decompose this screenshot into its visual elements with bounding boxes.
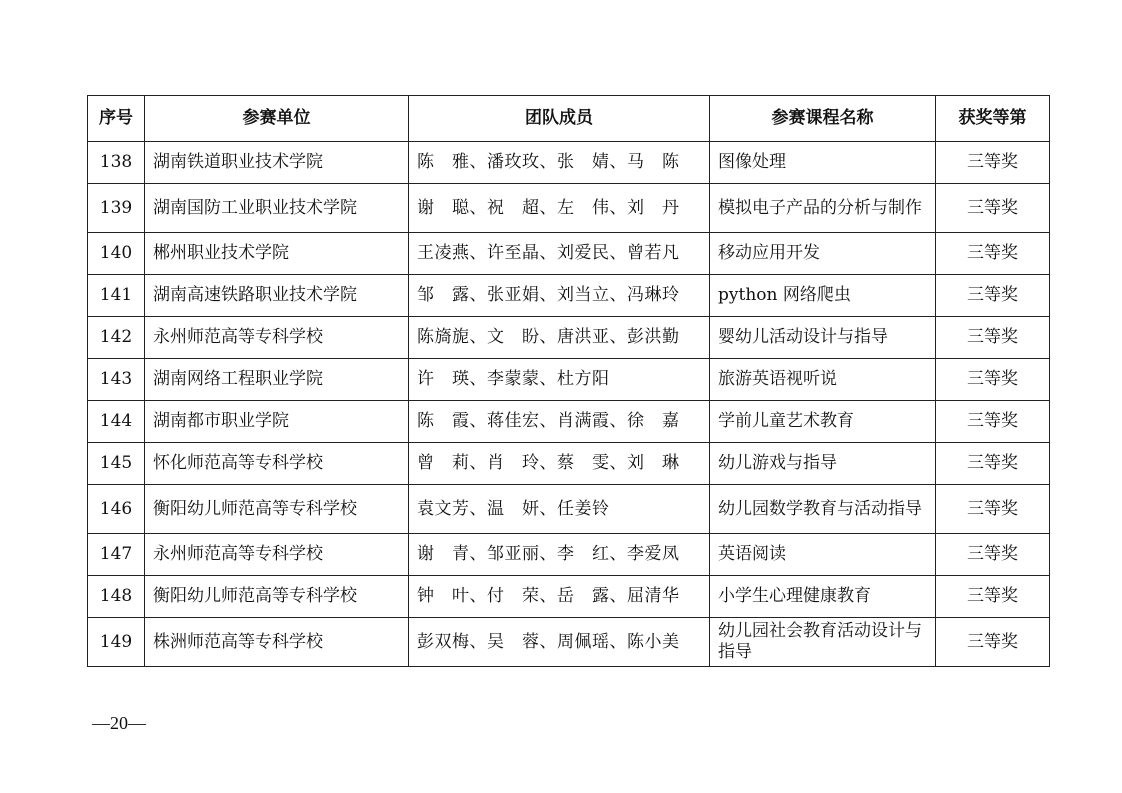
cell-no: 141 xyxy=(88,275,145,317)
cell-unit: 湖南铁道职业技术学院 xyxy=(145,142,409,184)
cell-unit: 湖南国防工业职业技术学院 xyxy=(145,184,409,233)
table-row xyxy=(88,485,1050,534)
cell-members: 王凌燕、许至晶、刘爱民、曾若凡 xyxy=(409,233,710,275)
cell-award: 三等奖 xyxy=(936,401,1050,443)
cell-award: 三等奖 xyxy=(936,317,1050,359)
header-course: 参赛课程名称 xyxy=(710,96,936,142)
cell-unit: 永州师范高等专科学校 xyxy=(145,317,409,359)
header-row xyxy=(88,96,1050,142)
table-row xyxy=(88,618,1050,667)
cell-no: 143 xyxy=(88,359,145,401)
cell-unit: 湖南高速铁路职业技术学院 xyxy=(145,275,409,317)
table-row xyxy=(88,534,1050,576)
cell-course: 模拟电子产品的分析与制作 xyxy=(710,184,936,233)
cell-course: 图像处理 xyxy=(710,142,936,184)
cell-unit: 衡阳幼儿师范高等专科学校 xyxy=(145,576,409,618)
cell-course: 学前儿童艺术教育 xyxy=(710,401,936,443)
cell-course: 幼儿园社会教育活动设计与指导 xyxy=(710,618,936,667)
cell-course: 英语阅读 xyxy=(710,534,936,576)
cell-members: 许 瑛、李蒙蒙、杜方阳 xyxy=(409,359,710,401)
cell-no: 149 xyxy=(88,618,145,667)
cell-award: 三等奖 xyxy=(936,233,1050,275)
cell-unit: 永州师范高等专科学校 xyxy=(145,534,409,576)
cell-no: 147 xyxy=(88,534,145,576)
cell-members: 邹 露、张亚娟、刘当立、冯琳玲 xyxy=(409,275,710,317)
cell-award: 三等奖 xyxy=(936,576,1050,618)
cell-unit: 湖南都市职业学院 xyxy=(145,401,409,443)
table-row xyxy=(88,275,1050,317)
cell-unit: 怀化师范高等专科学校 xyxy=(145,443,409,485)
cell-no: 142 xyxy=(88,317,145,359)
cell-members: 谢 聪、祝 超、左 伟、刘 丹 xyxy=(409,184,710,233)
cell-members: 彭双梅、吴 蓉、周佩瑶、陈小美 xyxy=(409,618,710,667)
cell-members: 陈 霞、蒋佳宏、肖满霞、徐 嘉 xyxy=(409,401,710,443)
cell-course: python 网络爬虫 xyxy=(710,275,936,317)
cell-course: 幼儿园数学教育与活动指导 xyxy=(710,485,936,534)
cell-award: 三等奖 xyxy=(936,359,1050,401)
table-row xyxy=(88,359,1050,401)
table-row xyxy=(88,317,1050,359)
cell-course: 幼儿游戏与指导 xyxy=(710,443,936,485)
cell-course: 婴幼儿活动设计与指导 xyxy=(710,317,936,359)
header-members: 团队成员 xyxy=(409,96,710,142)
cell-award: 三等奖 xyxy=(936,618,1050,667)
header-no: 序号 xyxy=(88,96,145,142)
table-row xyxy=(88,233,1050,275)
awards-table xyxy=(87,95,1050,667)
cell-members: 谢 青、邹亚丽、李 红、李爱凤 xyxy=(409,534,710,576)
cell-no: 139 xyxy=(88,184,145,233)
cell-course: 旅游英语视听说 xyxy=(710,359,936,401)
cell-award: 三等奖 xyxy=(936,184,1050,233)
cell-no: 145 xyxy=(88,443,145,485)
cell-unit: 衡阳幼儿师范高等专科学校 xyxy=(145,485,409,534)
cell-award: 三等奖 xyxy=(936,275,1050,317)
cell-members: 钟 叶、付 荣、岳 露、屈清华 xyxy=(409,576,710,618)
cell-no: 144 xyxy=(88,401,145,443)
table-header xyxy=(88,96,1050,142)
table-row xyxy=(88,576,1050,618)
cell-no: 148 xyxy=(88,576,145,618)
header-unit: 参赛单位 xyxy=(145,96,409,142)
cell-unit: 株洲师范高等专科学校 xyxy=(145,618,409,667)
cell-award: 三等奖 xyxy=(936,142,1050,184)
cell-course: 移动应用开发 xyxy=(710,233,936,275)
table-row xyxy=(88,142,1050,184)
cell-members: 袁文芳、温 妍、任姜铃 xyxy=(409,485,710,534)
cell-members: 陈 雅、潘玫玫、张 婧、马 陈 xyxy=(409,142,710,184)
table-row xyxy=(88,184,1050,233)
cell-members: 陈旖旎、文 盼、唐洪亚、彭洪勤 xyxy=(409,317,710,359)
header-award: 获奖等第 xyxy=(936,96,1050,142)
cell-unit: 郴州职业技术学院 xyxy=(145,233,409,275)
table-row xyxy=(88,443,1050,485)
cell-award: 三等奖 xyxy=(936,534,1050,576)
cell-members: 曾 莉、肖 玲、蔡 雯、刘 琳 xyxy=(409,443,710,485)
page-number: —20— xyxy=(92,713,146,733)
cell-course: 小学生心理健康教育 xyxy=(710,576,936,618)
cell-award: 三等奖 xyxy=(936,443,1050,485)
cell-no: 146 xyxy=(88,485,145,534)
cell-no: 138 xyxy=(88,142,145,184)
table-row xyxy=(88,401,1050,443)
cell-unit: 湖南网络工程职业学院 xyxy=(145,359,409,401)
cell-award: 三等奖 xyxy=(936,485,1050,534)
table-body xyxy=(88,142,1050,667)
cell-no: 140 xyxy=(88,233,145,275)
